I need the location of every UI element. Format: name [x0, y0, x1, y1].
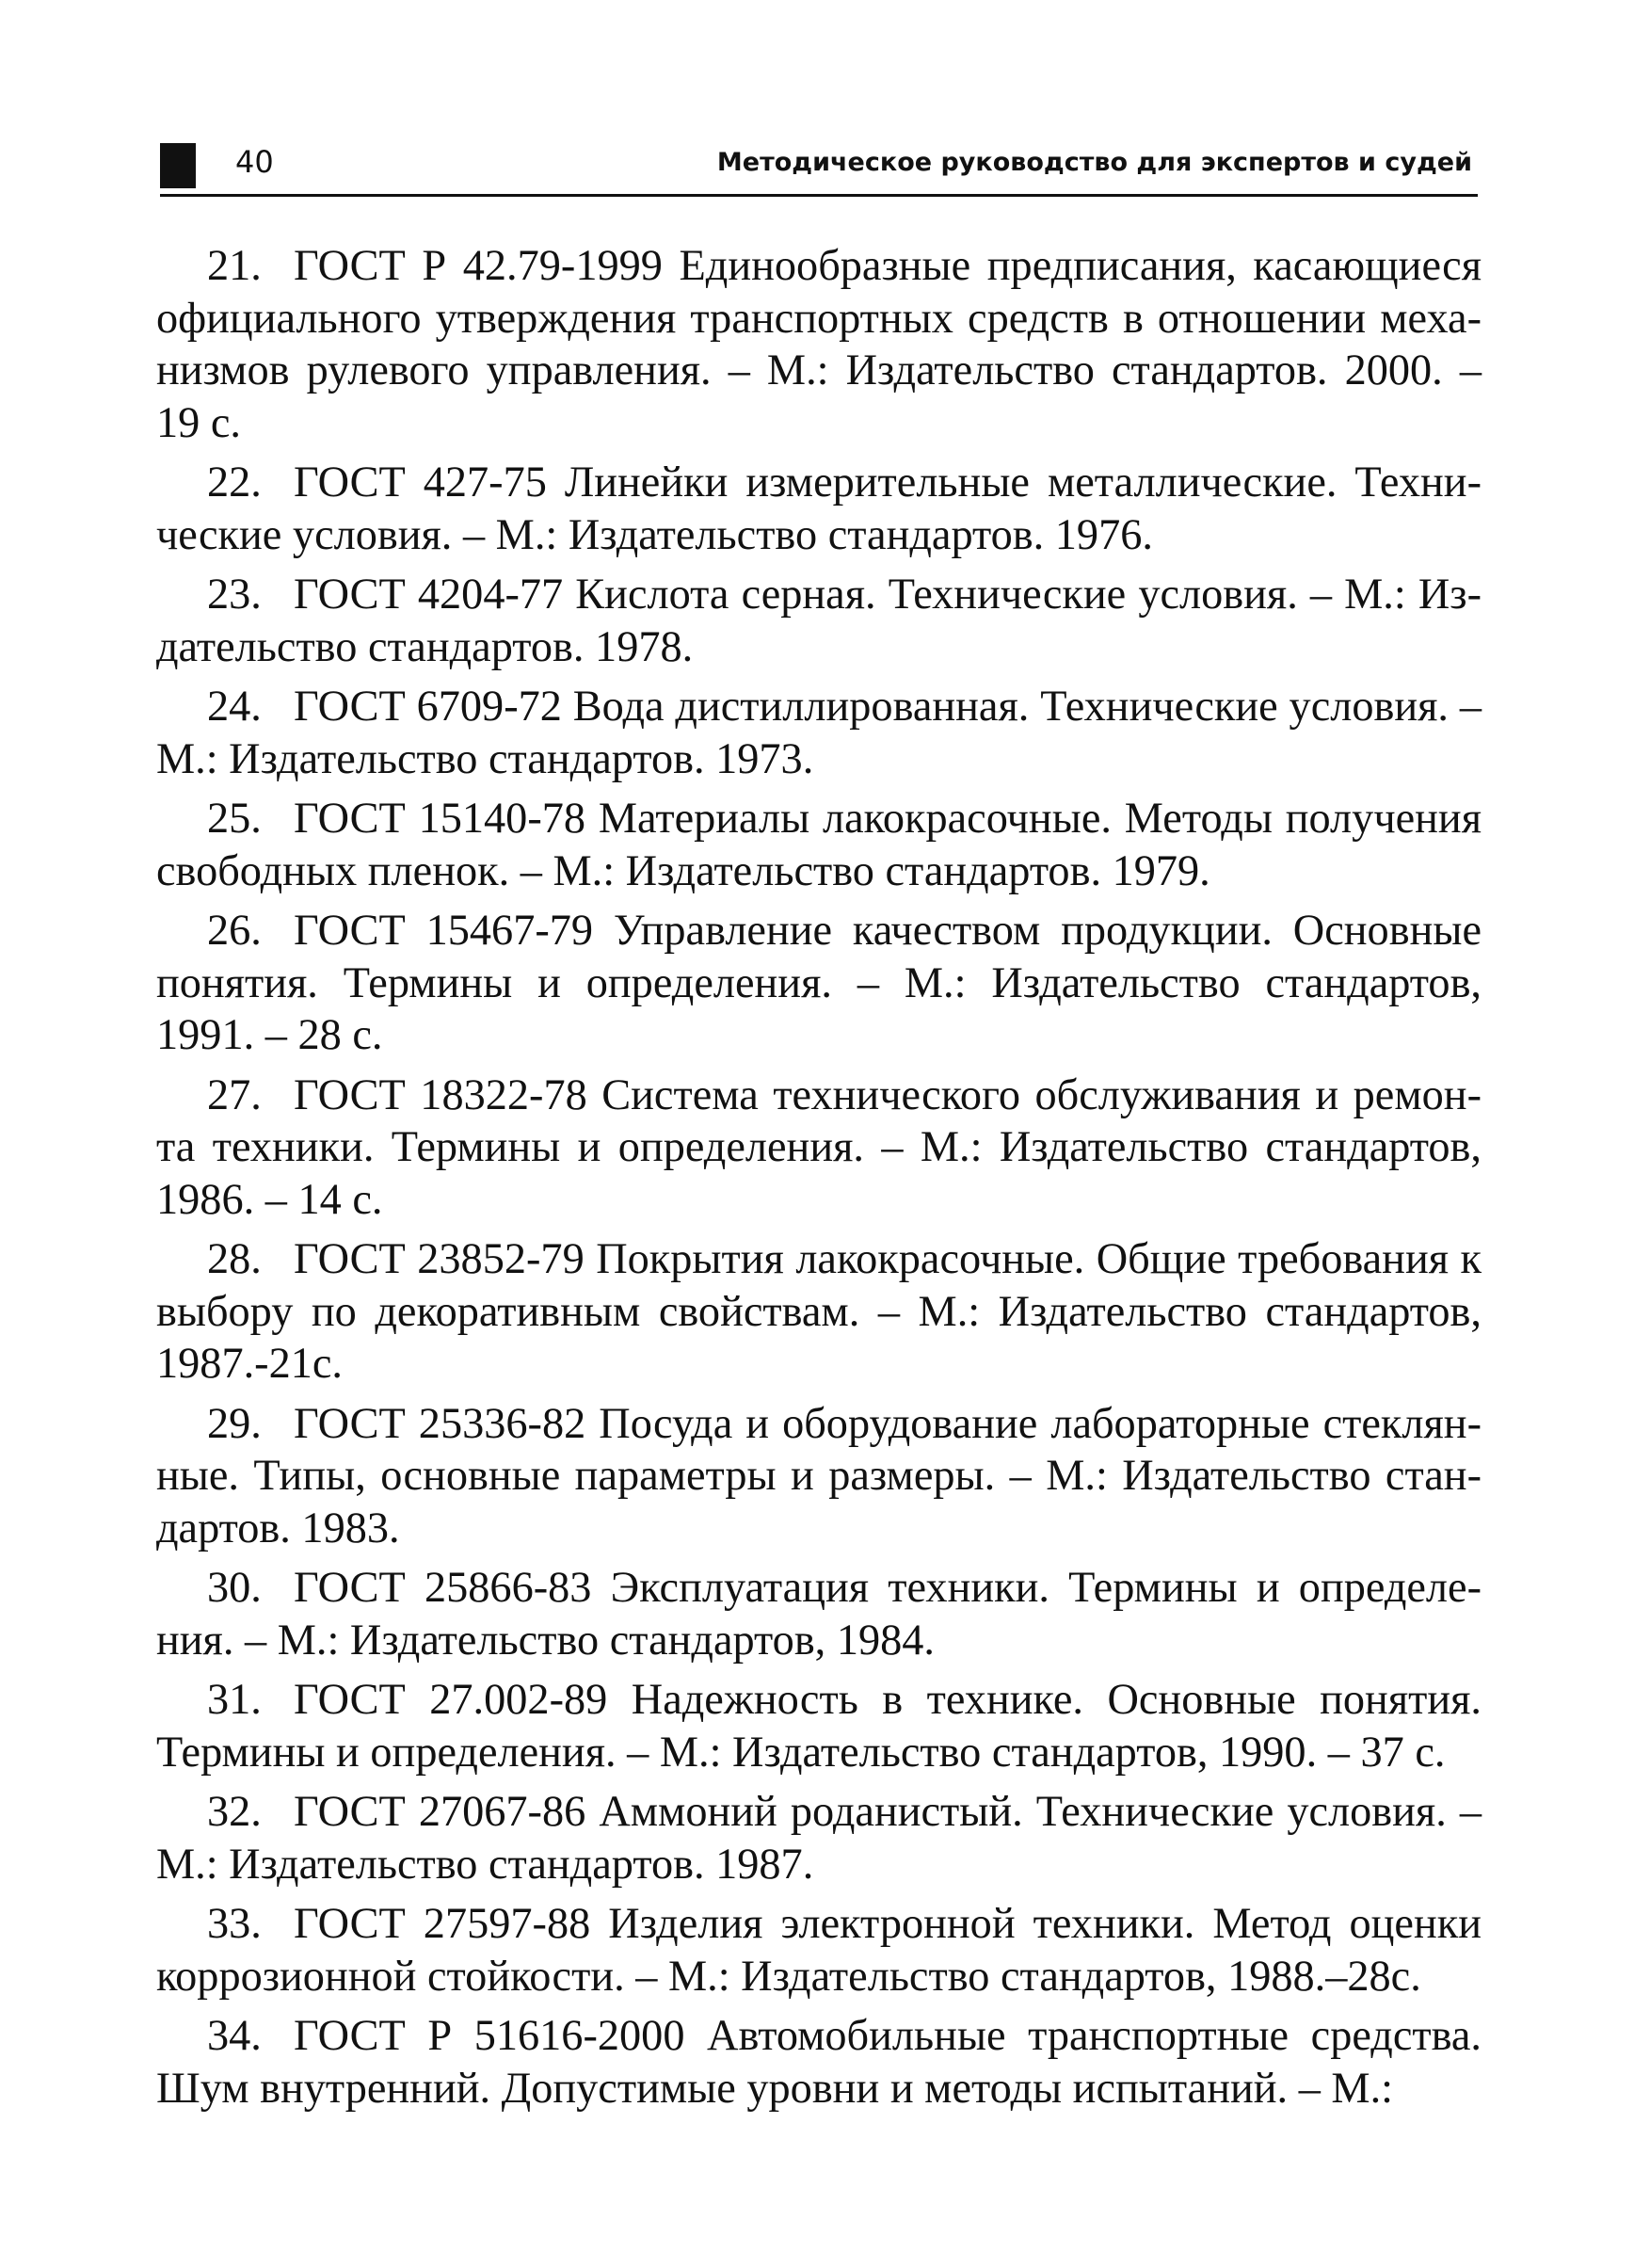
reference-number: 24. [207, 683, 262, 731]
reference-text: ГОСТ 15467-79 Управление качеством продукции. Основные понятия. Термины и определения. – М.: Издательство стандартов, 1991. – 28 с. [156, 907, 1482, 1059]
running-title: Методическое руководство для экспертов и судей [716, 148, 1472, 177]
reference-text: ГОСТ 23852-79 Покрытия лакокрасочные. Общие требования к выбору по декоративным свойствам. – М.: Издательство стандартов, 1987.-21с. [156, 1235, 1482, 1388]
reference-item [156, 1898, 1482, 2003]
reference-item [156, 905, 1482, 1062]
reference-item [156, 569, 1482, 673]
reference-number: 25. [207, 795, 262, 843]
reference-number: 28. [207, 1235, 262, 1283]
reference-text: ГОСТ 27597-88 Изделия электронной техники. Метод оценки коррозионной стойкости. – М.: Издательство стандартов, 1988.–28с. [156, 1900, 1482, 2001]
reference-item [156, 793, 1482, 897]
reference-item [156, 1786, 1482, 1890]
reference-item [156, 240, 1482, 449]
reference-number: 31. [207, 1676, 262, 1724]
reference-number: 26. [207, 907, 262, 955]
reference-text: ГОСТ Р 51616-2000 Автомобильные транспортные средства. Шум внутренний. Допустимые уровни и методы испытаний. – М.: [156, 2012, 1482, 2113]
reference-item [156, 1562, 1482, 1666]
reference-text: ГОСТ 6709-72 Вода дистиллированная. Технические условия. – М.: Издательство стандартов. 1973. [156, 683, 1482, 783]
reference-item [156, 1398, 1482, 1555]
reference-number: 34. [207, 2012, 262, 2060]
page-header [160, 139, 1478, 194]
header-marker-block [160, 143, 196, 188]
reference-item [156, 681, 1482, 785]
reference-text: ГОСТ 18322-78 Система технического обслуживания и ремонта техники. Термины и определения. – М.: Издательство стандартов, 1986. – 14 с. [156, 1070, 1482, 1224]
reference-text: ГОСТ 27.002-89 Надежность в технике. Основные понятия. Термины и определения. – М.: Издательство стандартов, 1990. – 37 с. [156, 1676, 1482, 1777]
reference-text: ГОСТ 427-75 Линейки измерительные металлические. Технические условия. – М.: Издательство стандартов. 1976. [156, 458, 1482, 559]
reference-text: ГОСТ Р 42.79-1999 Единообразные предписания, касающиеся официального утверждения транспортных средств в отношении механизмов рулевого управления. – М.: Издательство стандартов. 2000. – 19 с. [156, 242, 1482, 447]
reference-item [156, 1233, 1482, 1391]
reference-item [156, 1674, 1482, 1778]
reference-number: 23. [207, 571, 262, 619]
reference-number: 32. [207, 1788, 262, 1836]
reference-list [156, 240, 1482, 2122]
reference-number: 27. [207, 1070, 262, 1119]
reference-item [156, 1070, 1482, 1227]
reference-text: ГОСТ 25336-82 Посуда и оборудование лабораторные стеклянные. Типы, основные параметры и размеры. – М.: Издательство стандартов. 1983. [156, 1399, 1482, 1552]
reference-text: ГОСТ 27067-86 Аммоний роданистый. Технические условия. – М.: Издательство стандартов. 1987. [156, 1788, 1482, 1889]
reference-number: 29. [207, 1399, 262, 1448]
header-divider [160, 194, 1478, 197]
page-number: 40 [235, 144, 274, 180]
reference-text: ГОСТ 4204-77 Кислота серная. Технические условия. – М.: Издательство стандартов. 1978. [156, 571, 1482, 671]
reference-number: 33. [207, 1900, 262, 1948]
reference-number: 21. [207, 242, 262, 290]
reference-item [156, 457, 1482, 561]
reference-number: 22. [207, 458, 262, 507]
reference-text: ГОСТ 25866-83 Эксплуатация техники. Термины и определения. – М.: Издательство стандартов, 1984. [156, 1564, 1482, 1665]
reference-item [156, 2010, 1482, 2115]
reference-number: 30. [207, 1564, 262, 1612]
reference-text: ГОСТ 15140-78 Материалы лакокрасочные. Методы получения свободных пленок. – М.: Издательство стандартов. 1979. [156, 795, 1482, 895]
